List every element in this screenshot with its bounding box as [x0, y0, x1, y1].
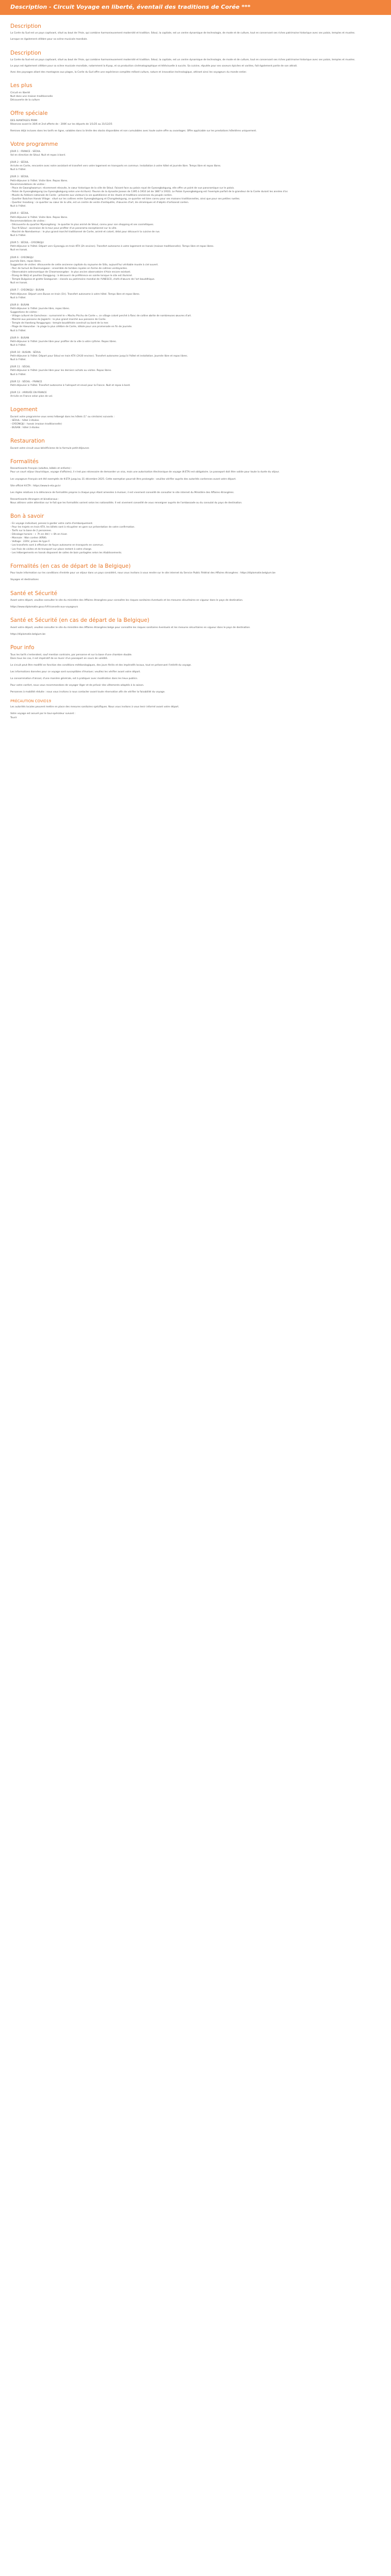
day-line: Nuit en hanok. — [10, 249, 28, 252]
text-line: Ressortissants français (adultes, bébés et enfants) : — [10, 467, 72, 470]
day-line: - Parc de tumuli de Daereungwon : ensemble de tombes royales en forme de collines verdoyantes. — [10, 267, 128, 270]
offre-text — [10, 119, 381, 133]
section-heading-description: Description — [10, 23, 41, 29]
day-line: Petit-déjeuner à l'hôtel. Visite libre. Repas libres. — [10, 216, 68, 219]
day-line: - Découverte du quartier Myeongdong : le quartier le plus animé de Séoul, connu pour son shopping et ses cosmétiques. — [10, 223, 154, 226]
section-heading-restauration: Restauration — [10, 438, 45, 445]
day-line: Petit-déjeuner à l'hôtel. Visite libre. Repas libres. — [10, 179, 68, 182]
bon-a-savoir-text — [10, 522, 381, 555]
day-title: JOUR 2 : SÉOUL — [10, 161, 29, 164]
text-line: - Tarifs sur la base de 2 personnes. — [10, 529, 52, 532]
paragraph: La Corée du Sud est un pays captivant, situé au bout de l'Asie, qui combine harmonieusement modernité et tradition. Séoul, la capitale, est un centre dynamique de technologie, de mode et de culture, tout en conservant ses riches patrimoine historique avec ses palais, temples et musées. — [10, 32, 355, 35]
plus-list — [10, 91, 381, 102]
day-line: Vol en direction de Séoul. Nuit et repas à bord. — [10, 154, 66, 157]
text-line: Durant votre programme vous serez hébergé dans les hôtels (1° ou similaire) suivants : — [10, 415, 115, 418]
text-line: Ressortissants étrangers et binationaux : — [10, 498, 59, 501]
list-item: Remises déjà incluses dans les tarifs en ligne, valables dans la limite des stocks disponibles et non cumulables avec toute autre offre ou avantages. Offre applicable sur les prestations hôtelières uniquement. — [10, 130, 257, 133]
text-line: - SÉOUL : hôtel 3 étoiles — [10, 419, 39, 422]
day-line: Nuit à l'hôtel. — [10, 168, 26, 172]
programme-day — [10, 289, 381, 299]
day-line: Petit-déjeuner à l'hôtel. Journée libre pour profiter de la ville à votre rythme. Repas libres. — [10, 340, 117, 343]
day-line: - Temple de Haedong Yonggungsa : temple bouddhiste construit au bord de la mer. — [10, 322, 109, 325]
programme-day — [10, 391, 381, 398]
description-repeat-text — [10, 58, 381, 74]
text-line: Pour toute information sur les conditions d'entrée pour un séjour dans un pays considéré, nous vous invitons à vous rendre sur le site internet du Service Public Fédéral des Affaires étrangères : https://diplomatie.belgium.be — [10, 572, 275, 575]
text-line: Les autorités locales peuvent mettre en place des mesures sanitaires spécifiques. Nous vous invitons à vous tenir informé avant votre départ. — [10, 706, 180, 709]
paragraph: Le pays est également célèbre pour sa scène musicale mondiale, notamment la K-pop, et sa production cinématographique et télévisuelle à succès. Sa cuisine, réputée pour ses saveurs épicées et variées, fait également partie de son attrait. — [10, 65, 298, 68]
section-heading-sante-belgique: Santé et Sécurité (en cas de départ de la Belgique) — [10, 617, 150, 624]
section-heading-formalites: Formalités — [10, 458, 39, 465]
programme-day — [10, 303, 381, 333]
text-line: Les informations données pour ce voyage sont susceptibles d'évoluer; veuillez les vérifier avant votre départ. — [10, 671, 141, 674]
section-heading-precautions: PRÉCAUTION COVID19 — [10, 699, 52, 703]
day-line: - Quartier Insadong : ce quartier au cœur de la ville, est un centre de vente d'antiquités, d'œuvres d'art, de céramiques et d'objets d'artisanat coréen. — [10, 201, 189, 205]
day-title: JOUR 10 : BUSAN - SÉOUL — [10, 351, 41, 354]
day-line: Nuit à l'hôtel. — [10, 329, 26, 332]
day-line: - Place de Gwanghwamun: récemment rénovée, le cœur historique de la ville de Séoul. Faisant face au palais royal de Gyeongbokgung, elle offre un point de vue panoramique sur le palais. — [10, 187, 235, 190]
section-heading-offre: Offre spéciale — [10, 110, 48, 117]
day-line: Petit-déjeuner. Départ vers Busan en train (1h). Transfert autonome à votre hôtel. Temps libre et repas libres. — [10, 293, 140, 296]
section-heading-pour-info: Pour info — [10, 645, 35, 651]
list-item: Réservez avant le 30/6 et 2nd offerte de - 200€ sur les départs de 1/1/25 au 31/12/25 — [10, 123, 112, 126]
page — [0, 0, 391, 730]
text-line: Pour votre confort, nous vous recommandons de voyager léger et de prévoir des vêtements adaptés à la saison. — [10, 684, 144, 687]
programme-day — [10, 380, 381, 387]
day-line: - Palais de Gyeongbokgung (ou Gyeongbokgung selon une écriture): fleuron de la dynastie Joseon de 1395 à 1910 (et de 1867 à 1910). Le Palais Gyeongbokgung est l'exemple parfait de la grandeur de la Corée durant les années d'or. — [10, 190, 288, 193]
text-line: Voyages et destinations — [10, 579, 39, 582]
text-line: - Les transferts sont à effectuer de façon autonome en transports en commun. — [10, 544, 104, 547]
restauration-text — [10, 447, 381, 450]
day-line: Suggestions de visites : — [10, 311, 39, 314]
text-line: Les voyageurs français ont été exemptés de K-ETA jusqu'au 31 décembre 2025. Cette exemption pourrait être prolongée : veuillez vérifier auprès des autorités coréennes avant votre départ. — [10, 478, 236, 481]
text-line: Tous les tarifs s'entendent, sauf mention contraire, par personne et sur la base d'une chambre double. — [10, 653, 133, 656]
text-line: Durant votre circuit vous bénéficierez de la formule petit-déjeuner. — [10, 447, 90, 450]
text-line: Pour un court séjour (touristique, voyage d'affaires), il n'est pas nécessaire de demander un visa, mais une autorisation électronique de voyage (K-ETA) est obligatoire. Le passeport doit être valide pour toute la durée du séjour. — [10, 471, 280, 474]
section-heading-description-repeat: Description — [10, 49, 41, 56]
text-line: La consommation d'alcool, d'une manière générale, est à pratiquer avec modération dans les lieux publics. — [10, 677, 138, 681]
text-line: Avant votre départ, veuillez consulter le site du ministère des Affaires étrangères belge pour connaître les risques sanitaires éventuels et les mesures sécuritaires en vigueur dans le pays de destination. — [10, 626, 251, 629]
formalites-belgique-text — [10, 571, 381, 582]
day-line: Arrivée en Corée, rencontre avec notre assistant et transfert vers votre logement en transports en commun. Installation à votre hôtel et journée libre. Temps libre et repas libres. — [10, 165, 221, 168]
text-line: Nous attirons votre attention sur le fait que les formalités varient selon les nationalités. Il est vivement conseillé de vous renseigner auprès de l'ambassade ou du consulat du pays de destination. — [10, 502, 242, 505]
list-item: Découverte de la culture — [10, 99, 40, 102]
day-line: Nuit à l'hôtel. — [10, 234, 26, 238]
day-line: Nuit en hanok. — [10, 282, 28, 285]
day-line: Nuit à l'hôtel. — [10, 359, 26, 362]
day-line: Nuit à l'hôtel. — [10, 344, 26, 347]
day-title: JOUR 11 : SÉOUL — [10, 366, 30, 369]
day-title: JOUR 4 : SÉOUL — [10, 212, 29, 215]
list-item: DES AVANTAGES PRIMI — [10, 120, 38, 122]
day-line: - Marché aux poissons de Jagalchi : le plus grand marché aux poissons de Corée. — [10, 318, 106, 321]
description-text — [10, 31, 381, 41]
precautions-text — [10, 705, 381, 719]
programme-day — [10, 212, 381, 238]
day-line: Recommandations de visites : — [10, 183, 46, 186]
section-heading-programme: Votre programme — [10, 141, 58, 148]
day-line: - Marché de Namdaemun : le plus grand marché traditionnel de Corée, animé et coloré, idéal pour découvrir la cuisine de rue. — [10, 231, 160, 233]
text-line: https://diplomatie.belgium.be — [10, 633, 46, 636]
programme-day — [10, 256, 381, 285]
day-line: Nuit à l'hôtel. — [10, 205, 26, 208]
day-title: JOUR 6 : GYEONGJU — [10, 256, 34, 259]
text-line: Le circuit peut être modifié en fonction des conditions météorologiques, des jours fériés et des impératifs locaux, tout en préservant l'intérêt du voyage. — [10, 664, 192, 667]
day-line: Arrivée en France selon plan de vol. — [10, 395, 53, 398]
text-line: - Pour les trajets en train KTX, les billets sont à récupérer en gare sur présentation de votre confirmation. — [10, 526, 135, 529]
day-line: Nuit à l'hôtel. — [10, 296, 26, 299]
day-line: - Étang de Wolji et pavillon Donggung : à découvrir de préférence en soirée lorsque le site est illuminé. — [10, 275, 133, 278]
day-line: Journée libre, repas libres. — [10, 260, 42, 263]
programme-days — [10, 150, 381, 398]
section-heading-plus: Les plus — [10, 82, 32, 89]
text-line: Avant votre départ, veuillez consulter le site du ministère des Affaires étrangères pour connaître les risques sanitaires éventuels et les mesures sécuritaires en vigueur dans le pays de destination. — [10, 599, 243, 602]
programme-day — [10, 365, 381, 376]
day-title: JOUR 1 : FRANCE - SÉOUL — [10, 150, 41, 153]
paragraph: Avec des paysages allant des montagnes aux plages, la Corée du Sud offre une expérience complète mêlant culture, nature et innovation technologique, attirant ainsi les voyageurs du monde entier. — [10, 71, 247, 74]
text-line: - Les hébergements en hanok disposent de salles de bain partagées selon les établissements. — [10, 551, 122, 554]
programme-day — [10, 150, 381, 157]
day-title: JOUR 13 : ARRIVÉE EN FRANCE — [10, 391, 47, 394]
text-line: Personnes à mobilité réduite : nous vous invitons à nous contacter avant toute réservation afin de vérifier la faisabilité du voyage. — [10, 691, 166, 694]
day-title: JOUR 7 : GYEONGJU - BUSAN — [10, 289, 44, 292]
day-line: Petit-déjeuner à l'hôtel. Journée libre, repas libres. — [10, 307, 70, 310]
day-line: Petit-déjeuner à l'hôtel. Transfert autonome à l'aéroport et envol pour la France. Nuit et repas à bord. — [10, 384, 131, 387]
day-line: - Plage de Haeundae : la plage la plus célèbre de Corée, idéale pour une promenade en fin de journée. — [10, 326, 133, 329]
text-line: - BUSAN : hôtel 3 étoiles — [10, 426, 40, 429]
day-line: - Observatoire astronomique de Cheomseongdae : le plus ancien observatoire d'Asie encore existant. — [10, 270, 131, 274]
section-heading-formalites-belgique: Formalités (en cas de départ de la Belgique) — [10, 563, 131, 569]
day-line: - Temple Bulguksa et grotte Seokguram : classés au patrimoine mondial de l'UNESCO, chefs-d'œuvre de l'art bouddhique. — [10, 278, 155, 281]
sante-belgique-text — [10, 626, 381, 636]
text-line: - Monnaie : Won coréen (KRW). — [10, 537, 47, 540]
day-line: Petit-déjeuner à l'hôtel. Départ pour Séoul en train KTX (2h30 environ). Transfert autonome jusqu'à l'hôtel et installation. Journée libre et repas libres. — [10, 355, 188, 358]
list-item: Circuit en liberté — [10, 92, 30, 95]
programme-day — [10, 351, 381, 362]
day-line: Suggestion de visites: découverte de cette ancienne capitale du royaume de Silla, aujourd'hui véritable musée à ciel ouvert. — [10, 263, 158, 266]
list-item: Nuit dans une maison traditionnelle — [10, 95, 53, 98]
text-line: Tourir — [10, 716, 17, 719]
day-title: JOUR 3 : SÉOUL — [10, 176, 29, 179]
day-line: Petit-déjeuner à l'hôtel. Départ vers Gyeongju en train KTX (2h environ). Transfert autonome à votre logement en hanok (maison traditionnelle). Temps libre et repas libres. — [10, 245, 214, 248]
text-line: https://www.diplomatie.gouv.fr/fr/conseils-aux-voyageurs — [10, 606, 78, 609]
paragraph: Lorsque en également célèbre pour sa scène musicale mondiale. — [10, 38, 88, 41]
programme-day — [10, 241, 381, 252]
day-title: JOUR 12 : SÉOUL - FRANCE — [10, 380, 42, 383]
section-heading-sante: Santé et Sécurité — [10, 590, 57, 597]
day-line: - Quartier Bukchon Hanok Village : situé sur les collines entre Gyeongbokgung et Changdeokgung, ce quartier est bien connu pour ses maisons traditionnelles, ainsi que pour ses petites ruelles. — [10, 198, 240, 201]
section-heading-logement: Logement — [10, 406, 38, 413]
text-line: - Les frais de visites et de transport sur place restent à votre charge. — [10, 548, 92, 551]
programme-day — [10, 161, 381, 172]
section-heading-bon-a-savoir: Bon à savoir — [10, 513, 44, 520]
text-line: Votre voyage est assuré par le tour-opérateur suivant : — [10, 713, 76, 716]
day-line: Recommandations de visites : — [10, 219, 46, 223]
day-title: JOUR 8 : BUSAN — [10, 303, 29, 307]
text-line: - Décalage horaire : + 7h en été / + 8h en hiver. — [10, 533, 68, 536]
day-line: - Musée du folklore nationale de Corée : présente aux visiteurs la vie quotidienne et les rituels et traditions anciennes du peuple coréen. — [10, 194, 173, 197]
day-line: Nuit à l'hôtel. — [10, 373, 26, 376]
page-title: Description - Circuit Voyage en liberté, éventail des traditions de Corée *** — [10, 4, 251, 10]
text-line: Site officiel K-ETA : https://www.k-eta.go.kr — [10, 484, 61, 487]
text-line: Les règles relatives à la délivrance de formalités propres à chaque pays étant amenées à évoluer, il est vivement conseillé de consulter le site internet du Ministère des Affaires étrangères. — [10, 491, 235, 494]
pour-info-text — [10, 653, 381, 694]
paragraph: La Corée du Sud est un pays captivant, situé au bout de l'Asie, qui combine harmonieusement modernité et tradition. Séoul, la capitale, est un centre dynamique de technologie, de mode et de culture, tout en conservant ses riches patrimoine historique avec ses palais, temples et musées. — [10, 59, 355, 62]
text-line: - Voltage : 220V, prises de type F. — [10, 540, 51, 544]
text-line: - GYEONGJU : hanok (maison traditionnelle) — [10, 422, 62, 426]
day-line: Petit-déjeuner à l'hôtel. Journée libre pour les derniers achats ou visites. Repas libres. — [10, 369, 112, 372]
day-line: - Village culturel de Gamcheon : surnommé le « Machu Picchu de Corée », ce village coloré perché à flanc de colline abrite de nombreuses œuvres d'art. — [10, 315, 192, 318]
day-title: JOUR 9 : BUSAN — [10, 336, 29, 340]
content — [0, 23, 391, 730]
title-banner — [0, 0, 391, 15]
programme-day — [10, 175, 381, 208]
logement-text — [10, 415, 381, 430]
day-line: - Tour N Séoul : ascension de la tour pour profiter d'un panorama exceptionnel sur la ville. — [10, 227, 117, 230]
sante-text — [10, 599, 381, 609]
text-line: Dans tous les cas, il est impératif de se munir d'un passeport en cours de validité. — [10, 657, 108, 660]
programme-day — [10, 336, 381, 347]
day-title: JOUR 5 : SÉOUL - GYEONGJU — [10, 242, 44, 245]
text-line: - En voyage individuel, pensez à garder votre carte d'embarquement. — [10, 522, 93, 525]
formalites-text — [10, 467, 381, 505]
